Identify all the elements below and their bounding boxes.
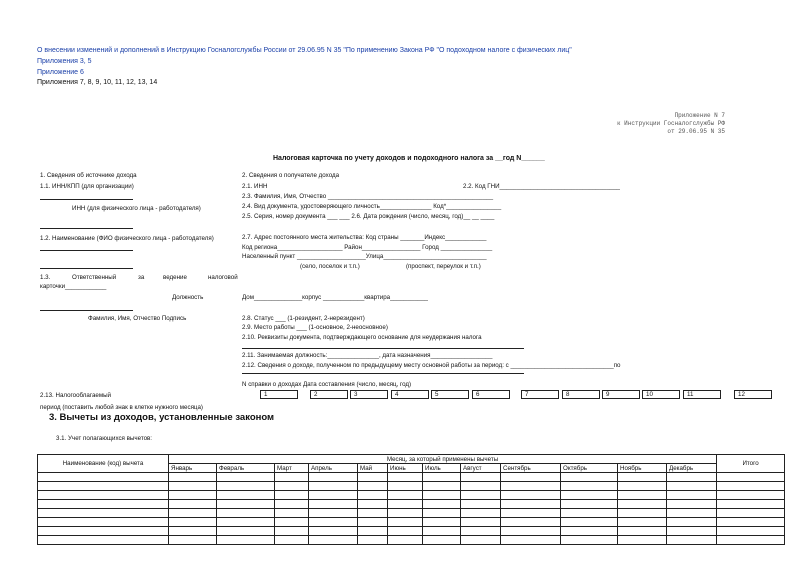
month-box-5[interactable]: 5 bbox=[431, 390, 469, 399]
previous-income-label: 2.12. Сведения о доходе, полученном по предыдущему месту основной работы за период: с ______________________________по bbox=[242, 362, 621, 369]
table-cell[interactable] bbox=[38, 500, 169, 509]
month-mar: Март bbox=[275, 464, 309, 473]
exemption-doc-label: 2.10. Реквизиты документа, подтверждающего основание для неудержания налога bbox=[242, 334, 482, 341]
table-header-row bbox=[38, 455, 785, 464]
employer-name-field[interactable] bbox=[40, 250, 133, 251]
table-cell[interactable] bbox=[217, 482, 275, 491]
table-cell[interactable] bbox=[461, 491, 501, 500]
month-sep: Сентябрь bbox=[501, 464, 561, 473]
table-cell[interactable] bbox=[38, 491, 169, 500]
table-cell[interactable] bbox=[667, 527, 717, 536]
responsible-4: ведение bbox=[163, 274, 187, 281]
table-cell[interactable] bbox=[169, 527, 217, 536]
table-cell[interactable] bbox=[169, 491, 217, 500]
responsible-5: налоговой bbox=[208, 274, 238, 281]
table-cell[interactable] bbox=[501, 491, 561, 500]
table-cell[interactable] bbox=[38, 518, 169, 527]
status-label: 2.8. Статус ___ (1-резидент, 2-нерезидент) bbox=[242, 315, 365, 322]
house-label: Дом______________корпус ____________квартира___________ bbox=[242, 294, 428, 301]
table-cell[interactable] bbox=[169, 509, 217, 518]
table-cell[interactable] bbox=[561, 536, 618, 545]
annex-line-3: от 29.06.95 N 35 bbox=[667, 128, 725, 135]
table-cell[interactable] bbox=[275, 491, 309, 500]
table-cell[interactable] bbox=[217, 500, 275, 509]
month-apr: Апрель bbox=[309, 464, 358, 473]
form-title: Налоговая карточка по учету доходов и подоходного налога за __год N______ bbox=[273, 155, 545, 162]
table-cell[interactable] bbox=[618, 536, 667, 545]
table-row bbox=[38, 518, 785, 527]
table-cell[interactable] bbox=[461, 536, 501, 545]
table-cell[interactable] bbox=[423, 518, 461, 527]
annex-line-2: к Инструкции Госналогслужбы РФ bbox=[616, 120, 725, 127]
table-cell[interactable] bbox=[423, 482, 461, 491]
table-cell[interactable] bbox=[461, 500, 501, 509]
table-cell[interactable] bbox=[38, 509, 169, 518]
table-cell[interactable] bbox=[423, 491, 461, 500]
region-label: Код региона___________________ Район_________________ Город _______________ bbox=[242, 244, 493, 251]
employer-inn-label: ИНН (для физического лица - работодателя) bbox=[72, 205, 201, 212]
table-cell[interactable] bbox=[388, 500, 423, 509]
table-cell[interactable] bbox=[618, 509, 667, 518]
table-cell[interactable] bbox=[561, 518, 618, 527]
table-cell[interactable] bbox=[169, 482, 217, 491]
employer-name-label: 1.2. Наименование (ФИО физического лица - работодателя) bbox=[40, 235, 214, 242]
recipient-inn-label: 2.1. ИНН bbox=[242, 183, 268, 190]
table-cell[interactable] bbox=[667, 518, 717, 527]
col-month-group: Месяц, за который применены вычеты bbox=[169, 455, 717, 464]
table-cell[interactable] bbox=[309, 527, 358, 536]
table-cell[interactable] bbox=[423, 536, 461, 545]
table-cell[interactable] bbox=[667, 482, 717, 491]
table-cell[interactable] bbox=[717, 536, 785, 545]
section-3-subtitle: 3.1. Учет полагающихся вычетов: bbox=[56, 435, 153, 442]
table-cell[interactable] bbox=[561, 500, 618, 509]
table-cell[interactable] bbox=[501, 527, 561, 536]
table-body bbox=[38, 473, 785, 545]
table-cell[interactable] bbox=[358, 482, 388, 491]
table-cell[interactable] bbox=[38, 527, 169, 536]
table-cell[interactable] bbox=[358, 518, 388, 527]
table-cell[interactable] bbox=[618, 473, 667, 482]
table-cell[interactable] bbox=[717, 482, 785, 491]
table-cell[interactable] bbox=[309, 500, 358, 509]
table-cell[interactable] bbox=[217, 473, 275, 482]
table-cell[interactable] bbox=[217, 536, 275, 545]
table-cell[interactable] bbox=[38, 473, 169, 482]
table-cell[interactable] bbox=[561, 491, 618, 500]
month-box-9[interactable]: 9 bbox=[602, 390, 640, 399]
table-cell[interactable] bbox=[38, 536, 169, 545]
table-cell[interactable] bbox=[275, 473, 309, 482]
month-box-13 bbox=[773, 390, 783, 399]
table-cell[interactable] bbox=[667, 500, 717, 509]
table-cell[interactable] bbox=[717, 518, 785, 527]
table-cell[interactable] bbox=[358, 527, 388, 536]
responsible-3: за bbox=[138, 274, 145, 281]
responsible-field[interactable] bbox=[40, 310, 133, 311]
table-cell[interactable] bbox=[501, 500, 561, 509]
table-cell[interactable] bbox=[169, 500, 217, 509]
table-cell[interactable] bbox=[618, 518, 667, 527]
employer-inn-field[interactable] bbox=[40, 228, 133, 229]
table-cell[interactable] bbox=[169, 536, 217, 545]
month-box-8[interactable]: 8 bbox=[562, 390, 600, 399]
amendment-link[interactable]: О внесении изменений и дополнений в Инструкцию Госналогслужбы России от 29.06.95 N 35 "По применению Закона РФ "О подоходном налоге с физических лиц" bbox=[37, 47, 572, 54]
table-cell[interactable] bbox=[618, 500, 667, 509]
address-label: 2.7. Адрес постоянного места жительства: Код страны _______Индекс____________ bbox=[242, 234, 487, 241]
table-cell[interactable] bbox=[618, 482, 667, 491]
table-row bbox=[38, 536, 785, 545]
table-cell[interactable] bbox=[561, 482, 618, 491]
table-cell[interactable] bbox=[561, 527, 618, 536]
table-row bbox=[38, 500, 785, 509]
appendix-list: Приложения 7, 8, 9, 10, 11, 12, 13, 14 bbox=[37, 79, 158, 86]
table-cell[interactable] bbox=[561, 473, 618, 482]
table-cell[interactable] bbox=[275, 482, 309, 491]
appendix-6-link[interactable]: Приложение 6 bbox=[37, 69, 84, 76]
table-cell[interactable] bbox=[309, 491, 358, 500]
table-cell[interactable] bbox=[501, 482, 561, 491]
inn-kpp-label: 1.1. ИНН/КПП (для организации) bbox=[40, 183, 134, 190]
table-cell[interactable] bbox=[38, 482, 169, 491]
col-deduction-name: Наименование (код) вычета bbox=[38, 455, 169, 473]
recipient-fio-label: 2.3. Фамилия, Имя, Отчество ________________________________________________ bbox=[242, 193, 494, 200]
section-3-title: 3. Вычеты из доходов, установленные законом bbox=[49, 412, 275, 423]
table-cell[interactable] bbox=[388, 473, 423, 482]
table-cell[interactable] bbox=[461, 518, 501, 527]
street-hint: (проспект, переулок и т.п.) bbox=[406, 263, 481, 270]
table-row bbox=[38, 482, 785, 491]
previous-income-field[interactable] bbox=[242, 373, 524, 374]
appendix-3-5-link[interactable]: Приложения 3, 5 bbox=[37, 58, 92, 65]
table-cell[interactable] bbox=[717, 473, 785, 482]
table-cell[interactable] bbox=[717, 500, 785, 509]
month-oct: Октябрь bbox=[561, 464, 618, 473]
exemption-doc-field[interactable] bbox=[242, 348, 524, 349]
table-cell[interactable] bbox=[169, 518, 217, 527]
table-cell[interactable] bbox=[309, 509, 358, 518]
table-cell[interactable] bbox=[358, 473, 388, 482]
table-cell[interactable] bbox=[501, 536, 561, 545]
tax-period-hint: период (поставить любой знак в клетке нужного месяца) bbox=[40, 404, 203, 411]
table-cell[interactable] bbox=[217, 491, 275, 500]
month-aug: Август bbox=[461, 464, 501, 473]
deductions-table bbox=[37, 454, 785, 545]
month-jun: Июнь bbox=[388, 464, 423, 473]
month-box-12[interactable]: 12 bbox=[734, 390, 772, 399]
table-cell[interactable] bbox=[561, 509, 618, 518]
document-number-label: 2.5. Серия, номер документа ___ ___ 2.6. Дата рождения (число, месяц, год)__ __ ____ bbox=[242, 213, 495, 220]
table-cell[interactable] bbox=[217, 527, 275, 536]
table-cell[interactable] bbox=[309, 482, 358, 491]
table-cell[interactable] bbox=[217, 509, 275, 518]
table-cell[interactable] bbox=[717, 527, 785, 536]
table-cell[interactable] bbox=[358, 509, 388, 518]
source-section-heading: 1. Сведения об источнике дохода bbox=[40, 172, 137, 179]
employer-name-field-2[interactable] bbox=[40, 268, 133, 269]
table-row bbox=[38, 509, 785, 518]
responsible-2: Ответственный bbox=[72, 274, 117, 281]
table-cell[interactable] bbox=[388, 518, 423, 527]
table-cell[interactable] bbox=[501, 473, 561, 482]
table-cell[interactable] bbox=[309, 536, 358, 545]
month-jan: Январь bbox=[169, 464, 217, 473]
table-cell[interactable] bbox=[358, 491, 388, 500]
table-cell[interactable] bbox=[217, 518, 275, 527]
id-document-label: 2.4. Вид документа, удостоверяющего личность_______________ Код*________________ bbox=[242, 203, 502, 210]
table-cell[interactable] bbox=[309, 518, 358, 527]
month-box-6[interactable]: 6 bbox=[472, 390, 510, 399]
table-cell[interactable] bbox=[461, 509, 501, 518]
annex-note bbox=[560, 112, 725, 136]
workplace-label: 2.9. Место работы ___ (1-основное, 2-неосновное) bbox=[242, 324, 388, 331]
table-cell[interactable] bbox=[423, 500, 461, 509]
table-cell[interactable] bbox=[275, 536, 309, 545]
settlement-label: Населенный пункт ____________________Улица______________________________ bbox=[242, 253, 487, 260]
inn-kpp-field[interactable] bbox=[40, 199, 133, 200]
job-title-label: 2.11. Занимаемая должность:_______________, дата назначения__________________ bbox=[242, 352, 493, 359]
position-label: Должность bbox=[172, 294, 204, 301]
col-total: Итого bbox=[717, 455, 785, 473]
month-jul: Июль bbox=[423, 464, 461, 473]
table-cell[interactable] bbox=[501, 509, 561, 518]
settlement-hint: (село, поселок и т.п.) bbox=[300, 263, 360, 270]
responsible-1: 1.3. bbox=[40, 274, 51, 281]
table-cell[interactable] bbox=[618, 527, 667, 536]
month-nov: Ноябрь bbox=[618, 464, 667, 473]
table-cell[interactable] bbox=[461, 527, 501, 536]
tax-period-label: 2.13. Налогооблагаемый bbox=[40, 392, 111, 399]
table-cell[interactable] bbox=[717, 509, 785, 518]
table-cell[interactable] bbox=[717, 491, 785, 500]
table-cell[interactable] bbox=[388, 482, 423, 491]
table-cell[interactable] bbox=[275, 509, 309, 518]
table-row bbox=[38, 527, 785, 536]
month-box-1[interactable]: 1 bbox=[260, 390, 298, 399]
fio-signature-label: Фамилия, Имя, Отчество Подпись bbox=[88, 315, 187, 322]
table-cell[interactable] bbox=[667, 509, 717, 518]
month-box-2[interactable]: 2 bbox=[310, 390, 348, 399]
table-cell[interactable] bbox=[358, 500, 388, 509]
responsible-6: карточки____________ bbox=[40, 283, 107, 290]
certificate-label: N справки о доходах Дата составления (число, месяц, год) bbox=[242, 381, 412, 388]
table-cell[interactable] bbox=[309, 473, 358, 482]
table-cell[interactable] bbox=[667, 491, 717, 500]
table-cell[interactable] bbox=[501, 518, 561, 527]
table-cell[interactable] bbox=[461, 482, 501, 491]
table-cell[interactable] bbox=[388, 491, 423, 500]
table-row bbox=[38, 473, 785, 482]
month-may: Май bbox=[358, 464, 388, 473]
table-cell[interactable] bbox=[461, 473, 501, 482]
month-box-4[interactable]: 4 bbox=[391, 390, 429, 399]
table-cell[interactable] bbox=[423, 527, 461, 536]
table-cell[interactable] bbox=[423, 509, 461, 518]
table-cell[interactable] bbox=[667, 536, 717, 545]
month-box-3[interactable]: 3 bbox=[350, 390, 388, 399]
month-box-11[interactable]: 11 bbox=[683, 390, 721, 399]
table-cell[interactable] bbox=[388, 527, 423, 536]
table-cell[interactable] bbox=[275, 518, 309, 527]
annex-line-1: Приложение N 7 bbox=[674, 112, 725, 119]
month-box-10[interactable]: 10 bbox=[642, 390, 680, 399]
month-feb: Февраль bbox=[217, 464, 275, 473]
month-dec: Декабрь bbox=[667, 464, 717, 473]
month-box-7[interactable]: 7 bbox=[521, 390, 559, 399]
table-cell[interactable] bbox=[388, 509, 423, 518]
table-row bbox=[38, 491, 785, 500]
table-cell[interactable] bbox=[169, 473, 217, 482]
table-cell[interactable] bbox=[618, 491, 667, 500]
recipient-section-heading: 2. Сведения о получателе дохода bbox=[242, 172, 340, 179]
table-cell[interactable] bbox=[388, 536, 423, 545]
table-cell[interactable] bbox=[275, 527, 309, 536]
table-cell[interactable] bbox=[423, 473, 461, 482]
gni-code-label: 2.2. Код ГНИ___________________________________ bbox=[463, 183, 620, 190]
table-cell[interactable] bbox=[667, 473, 717, 482]
table-cell[interactable] bbox=[275, 500, 309, 509]
table-cell[interactable] bbox=[358, 536, 388, 545]
